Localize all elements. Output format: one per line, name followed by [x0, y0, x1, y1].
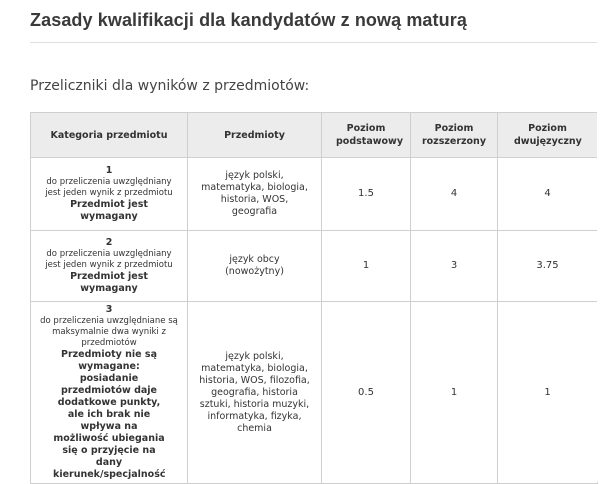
category-number: 2 — [105, 237, 113, 248]
category-requirement: Przedmiot jest wymagany — [70, 271, 148, 294]
title-divider — [30, 42, 600, 43]
page-title: Zasady kwalifikacji dla kandydatów z nową maturą — [30, 10, 467, 30]
section-heading: Przeliczniki dla wyników z przedmiotów: — [30, 78, 310, 94]
bilingual-value: 4 — [498, 158, 598, 231]
table-header-row — [31, 113, 598, 158]
table-row — [31, 158, 598, 231]
category-requirement: Przedmioty nie są wymagane: posiadanie przedmiotów daje dodatkowe punkty, ale ich brak nie wpływa na możliwość ubiegania się o przyjęcie na dany kierunek/specjalność — [53, 349, 166, 480]
extended-value: 4 — [411, 158, 498, 231]
bilingual-value: 1 — [498, 302, 598, 484]
category-cell — [31, 158, 188, 231]
category-number: 1 — [105, 165, 113, 176]
category-requirement: Przedmiot jest wymagany — [70, 199, 148, 222]
basic-value: 0.5 — [322, 302, 411, 484]
header-category: Kategoria przedmiotu — [31, 113, 188, 158]
basic-value: 1 — [322, 231, 411, 302]
header-bilingual-level: Poziom dwujęzyczny — [498, 113, 598, 158]
extended-value: 3 — [411, 231, 498, 302]
header-subjects: Przedmioty — [188, 113, 322, 158]
table-row — [31, 231, 598, 302]
table-row — [31, 302, 598, 484]
category-description: do przeliczenia uwzględniane są maksymalnie dwa wyniki z przedmiotów — [40, 316, 178, 348]
extended-value: 1 — [411, 302, 498, 484]
page-edge — [597, 0, 610, 482]
category-number: 3 — [105, 304, 113, 315]
basic-value: 1.5 — [322, 158, 411, 231]
bilingual-value: 3.75 — [498, 231, 598, 302]
subjects-cell: język polski, matematyka, biologia, historia, WOS, filozofia, geografia, historia sztuki, historia muzyki, informatyka, fizyka, chemia — [188, 302, 322, 484]
category-cell — [31, 231, 188, 302]
category-description: do przeliczenia uwzględniany jest jeden wynik z przedmiotu — [45, 249, 173, 270]
category-description: do przeliczenia uwzględniany jest jeden wynik z przedmiotu — [45, 177, 173, 198]
subjects-cell: język obcy (nowożytny) — [188, 231, 322, 302]
header-basic-level: Poziom podstawowy — [322, 113, 411, 158]
header-extended-level: Poziom rozszerzony — [411, 113, 498, 158]
conversion-table — [30, 112, 598, 484]
subjects-cell: język polski, matematyka, biologia, historia, WOS, geografia — [188, 158, 322, 231]
category-cell — [31, 302, 188, 484]
